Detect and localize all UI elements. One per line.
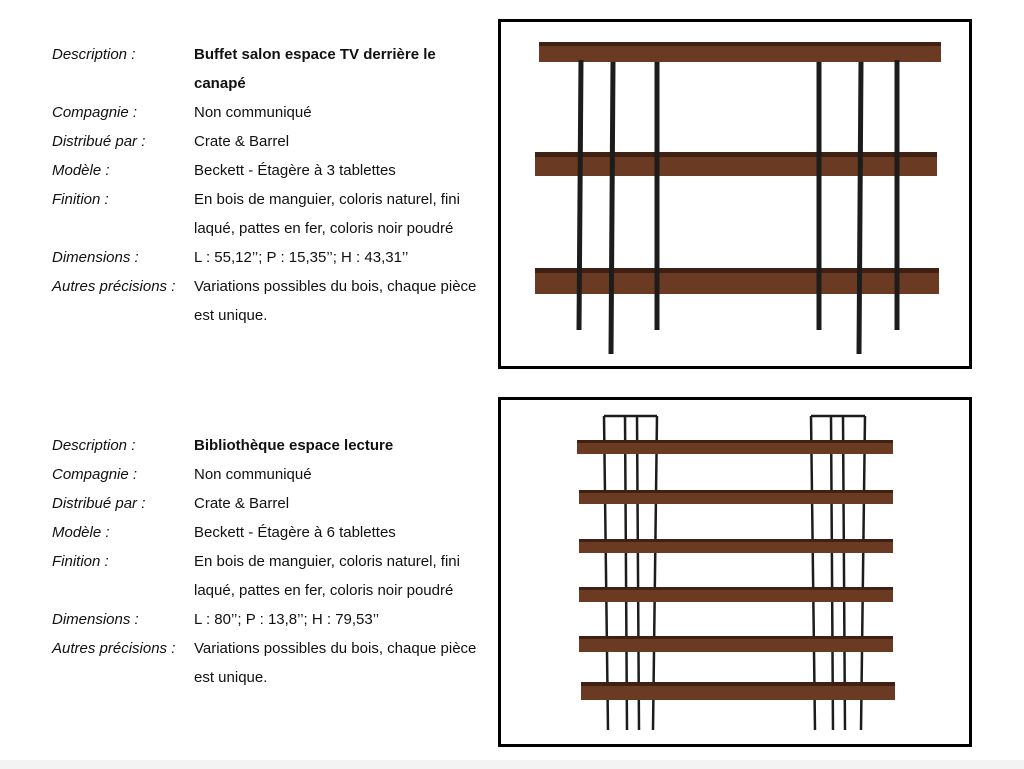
spec-row-other: [52, 634, 482, 692]
shelf-board-middle: [535, 154, 937, 176]
shelf-board: [577, 442, 893, 454]
product-block-bookcase: [0, 390, 1024, 769]
shelf-board: [581, 684, 895, 700]
shelf-lip: [581, 682, 895, 686]
shelf-board: [579, 589, 893, 602]
spec-row-finish: [52, 547, 482, 605]
spec-label: Autres précisions :: [52, 278, 176, 295]
spec-row-distributor: [52, 489, 482, 518]
shelf-board-bottom: [535, 270, 939, 294]
shelf-board: [579, 541, 893, 553]
spec-row-finish: [52, 185, 482, 243]
shelf-board: [579, 638, 893, 652]
shelf-lip: [579, 539, 893, 542]
spec-row-company: [52, 460, 482, 489]
spec-row-description: [52, 40, 482, 98]
product-image-frame: [498, 397, 972, 747]
spec-value: En bois de manguier, coloris naturel, fini laqué, pattes en fer, coloris noir poudré: [194, 191, 460, 237]
shelf-6-tier-illustration: [501, 400, 969, 744]
shelf-board: [579, 492, 893, 504]
spec-row-dimensions: [52, 605, 482, 634]
spec-label: Autres précisions :: [52, 640, 176, 657]
product-block-buffet: [0, 0, 1024, 380]
shelf-lip: [579, 587, 893, 590]
shelf-lip: [577, 440, 893, 443]
spec-label: Distribué par :: [52, 495, 146, 512]
spec-value: Beckett - Étagère à 3 tablettes: [194, 162, 396, 179]
spec-label: Modèle :: [52, 162, 110, 179]
spec-value: Beckett - Étagère à 6 tablettes: [194, 524, 396, 541]
shelf-lip: [579, 490, 893, 493]
page-bottom-edge: [0, 760, 1024, 769]
spec-value: Bibliothèque espace lecture: [194, 437, 394, 454]
shelf-lip-top: [539, 42, 941, 46]
shelf-lip-bottom: [535, 268, 939, 273]
shelf-lip-middle: [535, 152, 937, 157]
spec-value: L : 80’’; P : 13,8’’; H : 79,53’’: [194, 611, 380, 628]
spec-value: Buffet salon espace TV derrière le canapé: [194, 46, 436, 92]
spec-row-other: [52, 272, 482, 330]
spec-label: Description :: [52, 437, 136, 454]
leg: [579, 60, 581, 330]
spec-label: Modèle :: [52, 524, 110, 541]
spec-row-model: [52, 156, 482, 185]
spec-value: Crate & Barrel: [194, 133, 290, 150]
spec-value: Crate & Barrel: [194, 495, 290, 512]
iron-legs: [579, 60, 897, 354]
spec-row-description: [52, 431, 482, 460]
product-image-frame: [498, 19, 972, 369]
spec-label: Compagnie :: [52, 466, 138, 483]
shelf-boards: [535, 42, 941, 294]
leg: [611, 62, 613, 354]
shelf-3-tier-illustration: [501, 22, 969, 366]
spec-row-company: [52, 98, 482, 127]
spec-value: Variations possibles du bois, chaque pièce est unique.: [194, 278, 477, 324]
leg: [859, 62, 861, 354]
shelf-lip: [579, 636, 893, 639]
spec-label: Distribué par :: [52, 133, 146, 150]
spec-value: En bois de manguier, coloris naturel, fini laqué, pattes en fer, coloris noir poudré: [194, 553, 460, 599]
spec-label: Compagnie :: [52, 104, 138, 121]
spec-label: Finition :: [52, 553, 109, 570]
spec-value: Variations possibles du bois, chaque pièce est unique.: [194, 640, 477, 686]
spec-value: Non communiqué: [194, 104, 312, 121]
spec-row-dimensions: [52, 243, 482, 272]
spec-row-model: [52, 518, 482, 547]
spec-label: Dimensions :: [52, 611, 139, 628]
spec-value: Non communiqué: [194, 466, 312, 483]
spec-row-distributor: [52, 127, 482, 156]
product-specs: [52, 431, 482, 692]
spec-value: L : 55,12’’; P : 15,35’’; H : 43,31’’: [194, 249, 409, 266]
spec-label: Finition :: [52, 191, 109, 208]
spec-label: Description :: [52, 46, 136, 63]
spec-label: Dimensions :: [52, 249, 139, 266]
product-specs: [52, 40, 482, 330]
